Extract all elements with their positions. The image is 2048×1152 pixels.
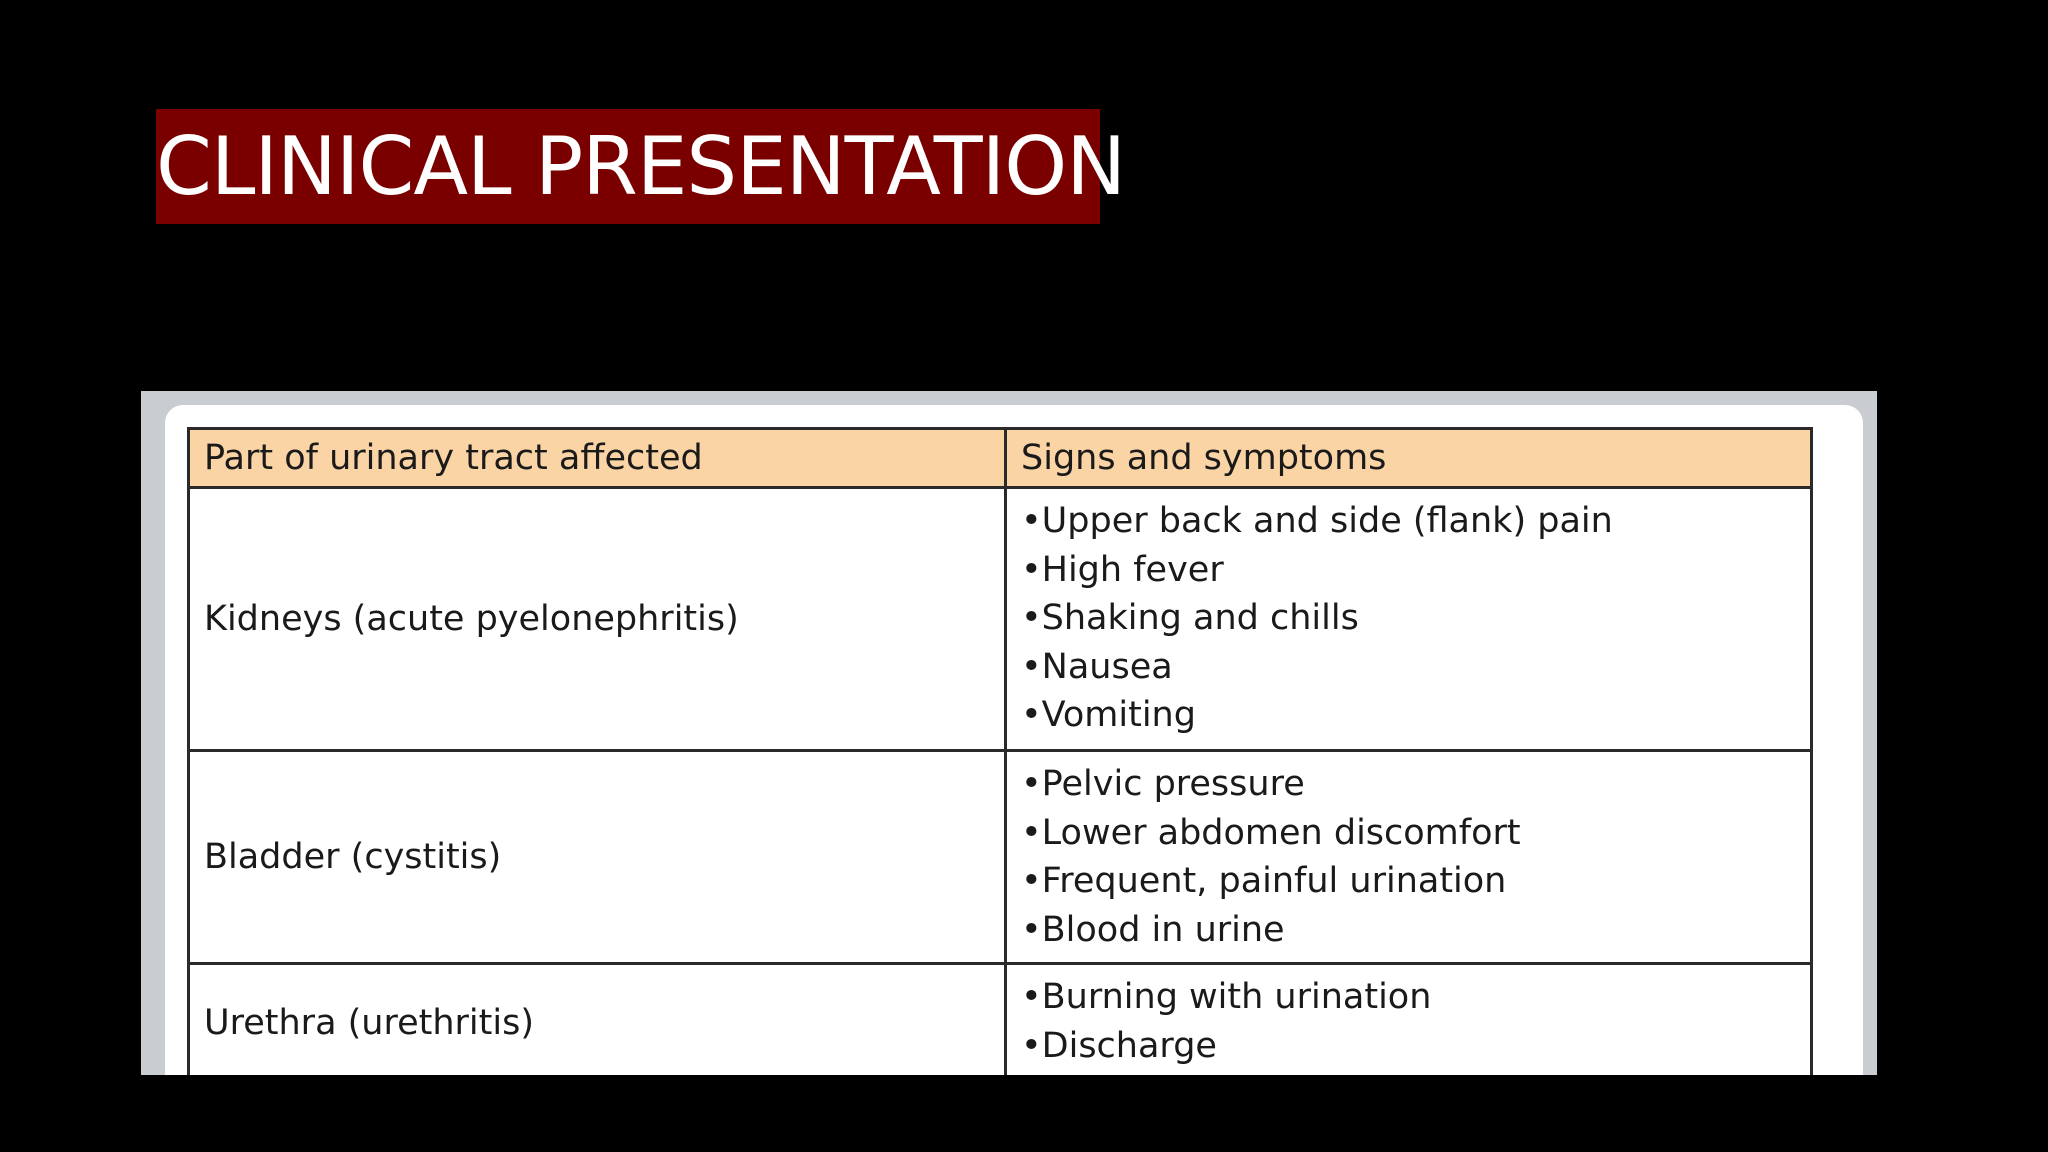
part-cell: Bladder (cystitis): [189, 751, 1006, 964]
symptom-item: •Pelvic pressure: [1021, 764, 1305, 804]
symptom-item: •Nausea: [1021, 646, 1173, 687]
part-cell: Urethra (urethritis): [189, 964, 1006, 1076]
symptom-item: •Vomiting: [1021, 695, 1196, 735]
header-signs: Signs and symptoms: [1006, 429, 1812, 488]
header-part: Part of urinary tract affected: [189, 429, 1006, 488]
symptoms-table: [187, 427, 1813, 1075]
symptom-item: •Upper back and side (flank) pain: [1021, 501, 1613, 541]
symptom-item: •Frequent, painful urination: [1021, 861, 1507, 901]
symptom-item: •Lower abdomen discomfort: [1021, 812, 1521, 853]
part-cell: Kidneys (acute pyelonephritis): [189, 488, 1006, 751]
table-header-row: [189, 429, 1812, 488]
table-row-bladder: [189, 751, 1812, 964]
symptom-item: •Burning with urination: [1021, 977, 1432, 1017]
table-image-frame: [141, 391, 1877, 1075]
symptom-item: •Blood in urine: [1021, 909, 1285, 950]
symptom-item: •Shaking and chills: [1021, 598, 1359, 638]
symptom-item: •High fever: [1021, 549, 1224, 590]
signs-cell: [1006, 488, 1812, 751]
table-row-kidneys: [189, 488, 1812, 751]
signs-cell: [1006, 964, 1812, 1076]
slide-title: CLINICAL PRESENTATION: [156, 120, 1126, 213]
title-bar: [156, 109, 1126, 224]
symptom-item: •Discharge: [1021, 1025, 1217, 1066]
signs-cell: [1006, 751, 1812, 964]
table-row-urethra: [189, 964, 1812, 1076]
